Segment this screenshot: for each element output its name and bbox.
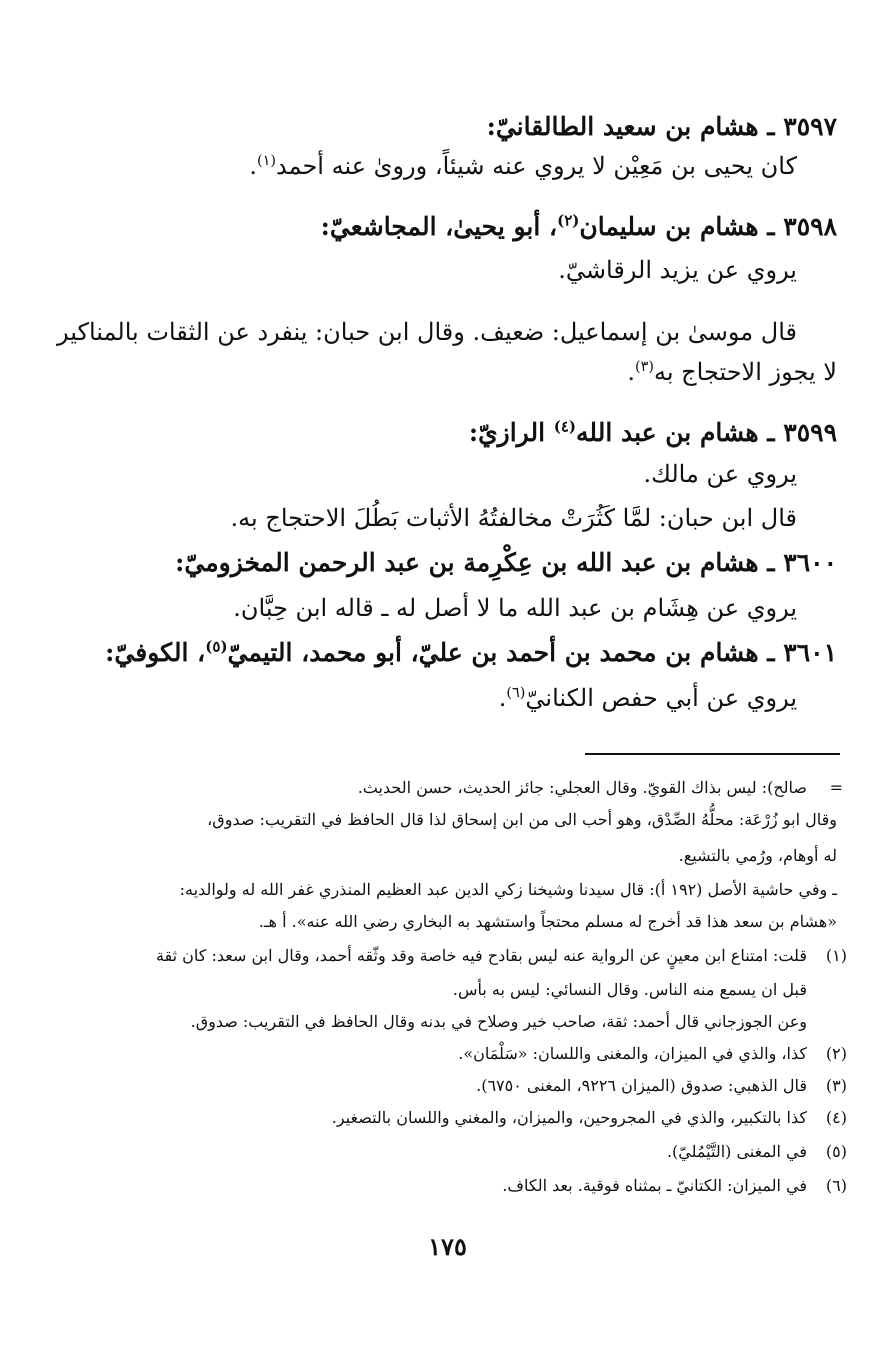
footnote-ref: (٣) — [635, 359, 654, 375]
entry-number: ٣٦٠١ — [783, 638, 837, 667]
entry-heading: ٣٥٩٩ ـ هشام بن عبد الله$^{(٤)}$ الرازيّ: — [468, 417, 837, 447]
entry-text: يروي عن يزيد الرقاشيّ. — [558, 256, 797, 284]
footnote-marker: (١) — [825, 946, 847, 965]
footnote-marker: (٤) — [825, 1108, 847, 1127]
entry-number: ٣٦٠٠ — [783, 548, 837, 577]
footnote-marker: (٣) — [825, 1076, 847, 1095]
entry-heading: ٣٦٠١ ـ هشام بن محمد بن أحمد بن عليّ، أبو محمد، التيميّ$^{(٥)}$، الكوفيّ: — [105, 637, 837, 667]
footnote-separator — [585, 753, 840, 755]
entry-name: هشام بن سعيد الطالقانيّ — [495, 112, 759, 141]
footnote-line: كذا، والذي في الميزان، والمغنى واللسان: «سَلْمَان». — [458, 1044, 807, 1063]
entry-heading: ٣٥٩٧ ـ هشام بن سعيد الطالقانيّ: — [486, 112, 837, 141]
footnote-line: صالح): ليس بذاك القويّ. وقال العجلي: جائز الحديث، حسن الحديث. — [357, 778, 807, 797]
entry-text: يروي عن هِشَام بن عبد الله ما لا أصل له ـ قاله ابن حِبَّان. — [233, 594, 797, 622]
entry-number: ٣٥٩٨ — [783, 212, 837, 241]
entry-heading: ٣٥٩٨ ـ هشام بن سليمان$^{(٢)}$، أبو يحيىٰ، المجاشعيّ: — [320, 211, 837, 241]
footnote-line: في الميزان: الكتانيّ ـ بمثناه فوقية. بعد الكاف. — [502, 1176, 807, 1195]
footnote-ref: (٥) — [205, 637, 228, 656]
footnote-line: في المغنى (التَّيْمُليّ). — [666, 1142, 807, 1161]
footnote-ref: (٤) — [553, 417, 577, 436]
footnote-line: ـ وفي حاشية الأصل (١٩٢ أ): قال سيدنا وشيخنا زكي الدين عبد العظيم المنذري غفر الله له ولوالديه: — [179, 880, 837, 899]
entry-text: لا يجوز الاحتجاج به$^{(٣)}$. — [627, 358, 837, 386]
footnote-line: وقال ابو زُرْعَة: محلُّهُ الصِّدْق، وهو أحب الى من ابن إسحاق لذا قال الحافظ في التقريب: صدوق، — [207, 810, 837, 829]
footnote-line: له أوهام، ورُمي بالتشيع. — [678, 846, 837, 865]
footnote-marker: (٢) — [825, 1044, 847, 1063]
footnote-line: قبل ان يسمع منه الناس. وقال النسائي: ليس به بأس. — [452, 980, 807, 999]
entry-text: قال ابن حبان: لمَّا كَثُرَتْ مخالفتُهُ الأثبات بَطُلَ الاحتجاج به. — [230, 504, 797, 532]
entry-heading: ٣٦٠٠ ـ هشام بن عبد الله بن عِكْرِمة بن عبد الرحمن المخزوميّ: — [175, 548, 837, 577]
footnote-ref: (١) — [257, 153, 276, 169]
entry-text: قال موسىٰ بن إسماعيل: ضعيف. وقال ابن حبان: ينفرد عن الثقات بالمناكير — [57, 318, 797, 346]
footnote-line: قال الذهبي: صدوق (الميزان ٩٢٢٦، المغنى ٦٧٥٠). — [476, 1076, 807, 1095]
footnote-line: «هشام بن سعد هذا قد أخرج له مسلم محتجاً واستشهد به البخاري رضي الله عنه». أ هـ. — [258, 912, 837, 931]
footnote-ref: (٢) — [557, 211, 580, 230]
page-number: ١٧٥ — [428, 1232, 467, 1261]
entry-text: كان يحيى بن مَعِيْن لا يروي عنه شيئاً، وروىٰ عنه أحمد$^{(١)}$. — [249, 152, 797, 180]
entry-number: ٣٥٩٩ — [783, 418, 837, 447]
footnote-marker: (٥) — [825, 1142, 847, 1161]
entry-text: يروي عن أبي حفص الكنانيّ$^{(٦)}$. — [498, 684, 797, 712]
footnote-marker: (٦) — [825, 1176, 847, 1195]
entry-number: ٣٥٩٧ — [783, 112, 837, 141]
footnote-line: وعن الجوزجاني قال أحمد: ثقة، صاحب خير وصلاح في بدنه وقال الحافظ في التقريب: صدوق. — [190, 1012, 807, 1031]
footnote-continuation-marker: = — [829, 778, 843, 797]
footnote-ref: (٦) — [506, 685, 526, 701]
footnote-line: قلت: امتناع ابن معينٍ عن الرواية عنه ليس بقادح فيه خاصة وقد وثّقه أحمد، وقال ابن سعد: كان ثقة — [155, 946, 807, 965]
entry-text: يروي عن مالك. — [643, 460, 797, 488]
footnote-line: كذا بالتكبير، والذي في المجروحين، والميزان، والمغني واللسان بالتصغير. — [331, 1108, 807, 1127]
